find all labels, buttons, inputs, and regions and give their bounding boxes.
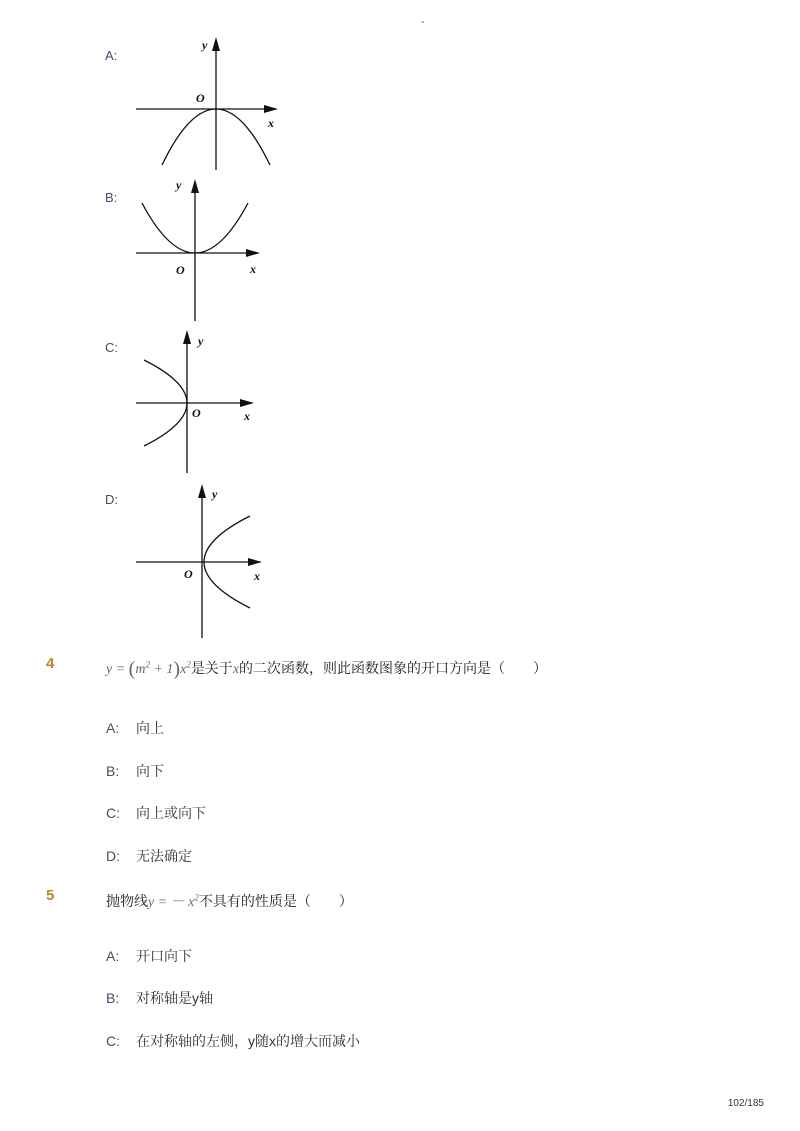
question-4-text: $y = (m^2 + 1)x^2$是关于x的二次函数，则此函数图象的开口方向是（ ）	[106, 658, 548, 680]
top-mark: -	[421, 16, 425, 28]
choice-a[interactable]: A: 开口向下	[106, 948, 192, 964]
choice-a[interactable]: A: 向上	[106, 720, 164, 736]
graph-option-a	[130, 35, 290, 175]
origin-label: O	[184, 567, 193, 581]
x-axis-label: x	[244, 409, 250, 423]
option-b-label[interactable]: B:	[105, 190, 118, 205]
q4-formula: $y = (m^2 + 1)x^2$	[106, 658, 191, 680]
graph-option-b	[130, 175, 290, 323]
y-axis-label: y	[212, 487, 218, 501]
question-number: 4	[46, 655, 55, 672]
question-number: 5	[46, 887, 55, 904]
choice-c[interactable]: C: 在对称轴的左侧，y随x的增大而减小	[106, 1033, 360, 1049]
choice-c[interactable]: C: 向上或向下	[106, 805, 206, 821]
x-axis-label: x	[250, 262, 256, 276]
choice-b[interactable]: B: 对称轴是y轴	[106, 990, 213, 1006]
choice-b[interactable]: B: 向下	[106, 763, 164, 779]
x-axis-label: x	[268, 116, 274, 130]
origin-label: O	[196, 91, 205, 105]
q5-formula: y = － $x^2$	[148, 892, 199, 910]
y-axis-label: y	[176, 178, 182, 192]
choice-d[interactable]: D: 无法确定	[106, 848, 192, 864]
page-number: 102/185	[727, 1098, 764, 1109]
question-5-text: 抛物线y = － $x^2$不具有的性质是（ ）	[106, 892, 353, 910]
y-axis-label: y	[202, 38, 208, 52]
option-d-label[interactable]: D:	[105, 492, 118, 507]
option-a-label[interactable]: A:	[105, 48, 118, 63]
option-c-label[interactable]: C:	[105, 340, 118, 355]
origin-label: O	[176, 263, 185, 277]
origin-label: O	[192, 406, 201, 420]
y-axis-label: y	[198, 334, 204, 348]
x-axis-label: x	[254, 569, 260, 583]
graph-option-d	[130, 478, 290, 640]
graph-option-c	[130, 325, 290, 475]
